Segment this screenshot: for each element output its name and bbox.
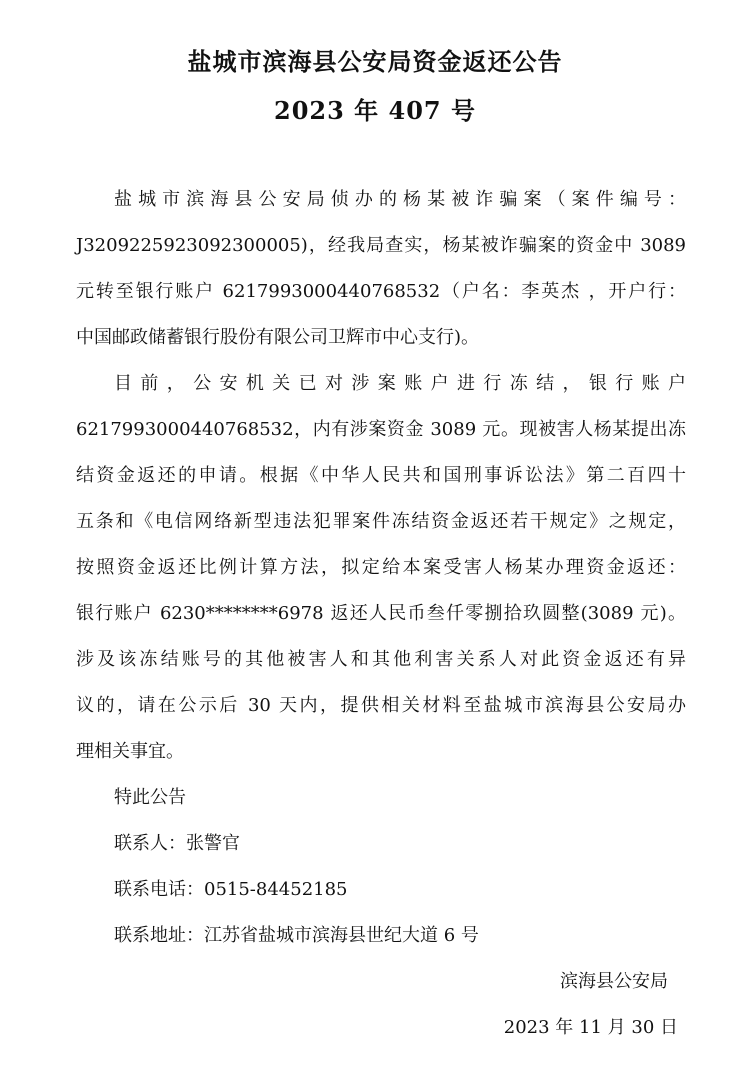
notice-title: 盐城市滨海县公安局资金返还公告 [187, 47, 563, 76]
para1-line-4: 中国邮政储蓄银行股份有限公司卫辉市中心支行)。 [76, 327, 480, 348]
para1-line-1: 盐城市滨海县公安局侦办的杨某被诈骗案（案件编号： [114, 189, 686, 210]
para2-line-4: 五条和《电信网络新型违法犯罪案件冻结资金返还若干规定》之规定， [76, 511, 686, 532]
para2-line-1: 目前，公安机关已对涉案账户进行冻结，银行账户 [114, 373, 686, 394]
contact-person: 联系人：张警官 [114, 833, 240, 854]
issue-date: 2023 年 11 月 30 日 [503, 1017, 678, 1038]
para1-line-3: 元转至银行账户 6217993000440768532（户名：李英杰 ，开户行： [76, 281, 686, 302]
issuer-name: 滨海县公安局 [560, 971, 668, 992]
notice-number: 2023 年 407 号 [274, 96, 476, 125]
para2-line-3: 结资金返还的申请。根据《中华人民共和国刑事诉讼法》第二百四十 [76, 465, 686, 486]
para2-line-6: 银行账户 6230********6978 返还人民币叁仟零捌拾玖圆整(3089 元)。 [76, 603, 686, 624]
para2-line-2: 6217993000440768532，内有涉案资金 3089 元。现被害人杨某提出冻 [76, 419, 686, 440]
para1-line-2: J3209225923092300005)，经我局查实，杨某被诈骗案的资金中 3089 [76, 235, 686, 256]
para2-line-8: 议的，请在公示后 30 天内，提供相关材料至盐城市滨海县公安局办 [76, 695, 686, 716]
para2-line-9: 理相关事宜。 [76, 741, 184, 762]
para2-line-5: 按照资金返还比例计算方法，拟定给本案受害人杨某办理资金返还： [76, 557, 686, 578]
para2-line-7: 涉及该冻结账号的其他被害人和其他利害关系人对此资金返还有异 [76, 649, 686, 670]
contact-address: 联系地址：江苏省盐城市滨海县世纪大道 6 号 [114, 925, 479, 946]
closing-text: 特此公告 [114, 787, 186, 808]
contact-phone: 联系电话：0515-84452185 [114, 879, 348, 900]
